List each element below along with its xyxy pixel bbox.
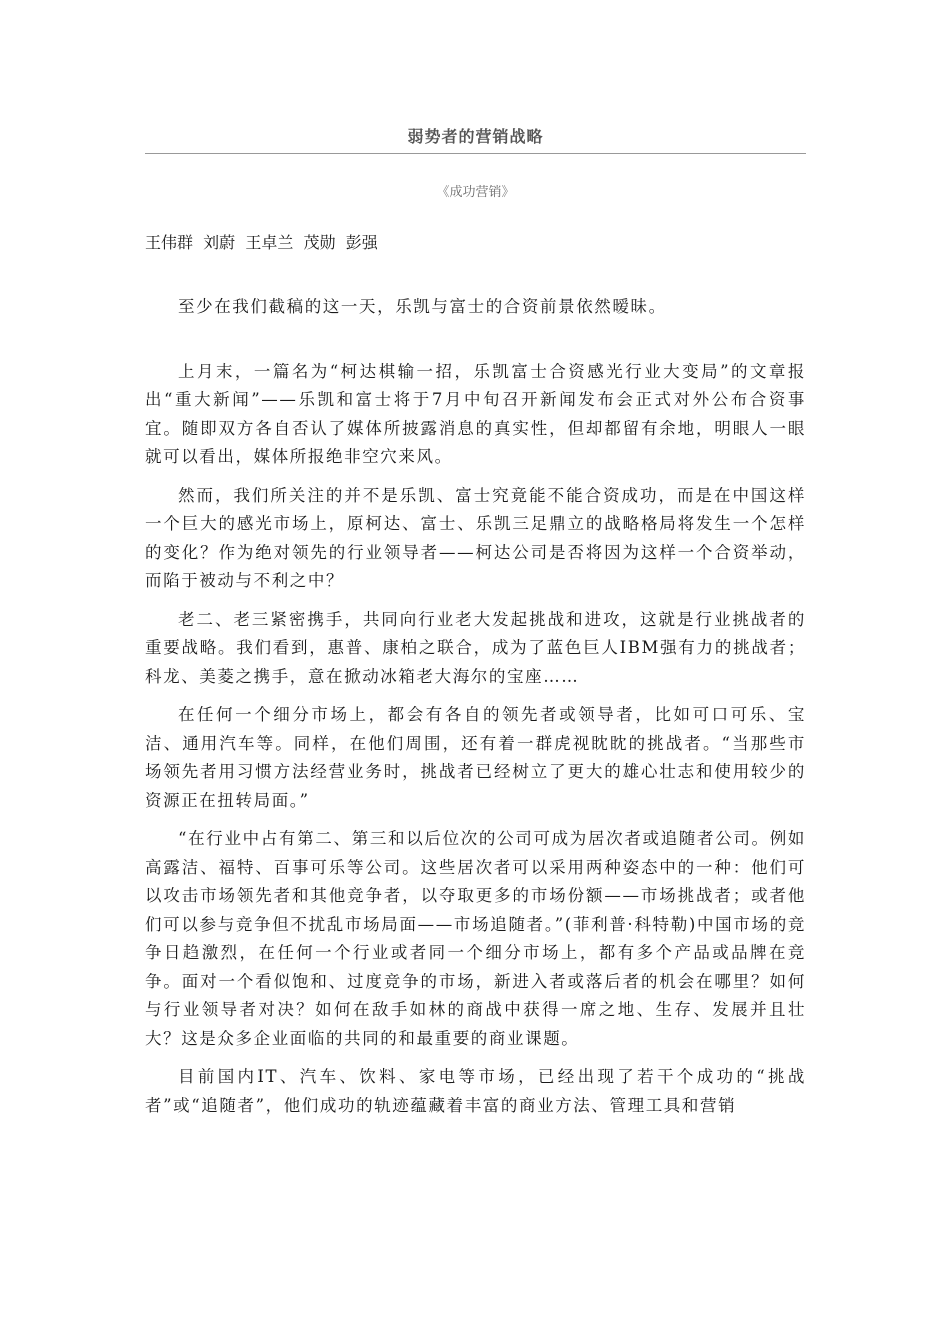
article-body [145,293,806,1120]
paragraph-lead: 至少在我们截稿的这一天，乐凯与富士的合资前景依然暧昧。 [178,297,667,316]
paragraph: 目前国内IT、汽车、饮料、家电等市场，已经出现了若干个成功的“挑战者”或“追随者”，他们成功的轨迹蕴藏着丰富的商业方法、管理工具和营销 [145,1067,806,1115]
paragraph: 然而，我们所关注的并不是乐凯、富士究竟能不能合资成功，而是在中国这样一个巨大的感光市场上，原柯达、富士、乐凯三足鼎立的战略格局将发生一个怎样的变化？作为绝对领先的行业领导者——柯达公司是否将因为这样一个合资举动，而陷于被动与不利之中？ [145,485,806,590]
paragraph: 老二、老三紧密携手，共同向行业老大发起挑战和进攻，这就是行业挑战者的重要战略。我们看到，惠普、康柏之联合，成为了蓝色巨人IBM强有力的挑战者；科龙、美菱之携手，意在掀动冰箱老大海尔的宝座…… [145,609,806,686]
paragraph: 上月末，一篇名为“柯达棋输一招，乐凯富士合资感光行业大变局”的文章报出“重大新闻”——乐凯和富士将于7月中旬召开新闻发布会正式对外公布合资事宜。随即双方各自否认了媒体所披露消息的真实性，但却都留有余地，明眼人一眼就可以看出，媒体所报绝非空穴来风。 [145,361,806,466]
paragraph: 在任何一个细分市场上，都会有各自的领先者或领导者，比如可口可乐、宝洁、通用汽车等。同样，在他们周围，还有着一群虎视眈眈的挑战者。“当那些市场领先者用习惯方法经营业务时，挑战者已经树立了更大的雄心壮志和使用较少的资源正在扭转局面。” [145,705,806,810]
paragraph: “在行业中占有第二、第三和以后位次的公司可成为居次者或追随者公司。例如高露洁、福特、百事可乐等公司。这些居次者可以采用两种姿态中的一种：他们可以攻击市场领先者和其他竞争者，以夺取更多的市场份额——市场挑战者；或者他们可以参与竞争但不扰乱市场局面——市场追随者。”(菲利普·科特勒)中国市场的竞争日趋激烈，在任何一个行业或者同一个细分市场上，都有多个产品或品牌在竞争。面对一个看似饱和、过度竞争的市场，新进入者或落后者的机会在哪里？如何与行业领导者对决？如何在敌手如林的商战中获得一席之地、生存、发展并且壮大？这是众多企业面临的共同的和最重要的商业课题。 [145,829,806,1048]
title-divider [145,153,806,154]
author-line: 王伟群 刘蔚 王卓兰 茂勋 彭强 [145,233,378,252]
document-title: 弱势者的营销战略 [407,127,544,146]
source-line: 《成功营销》 [436,185,515,200]
